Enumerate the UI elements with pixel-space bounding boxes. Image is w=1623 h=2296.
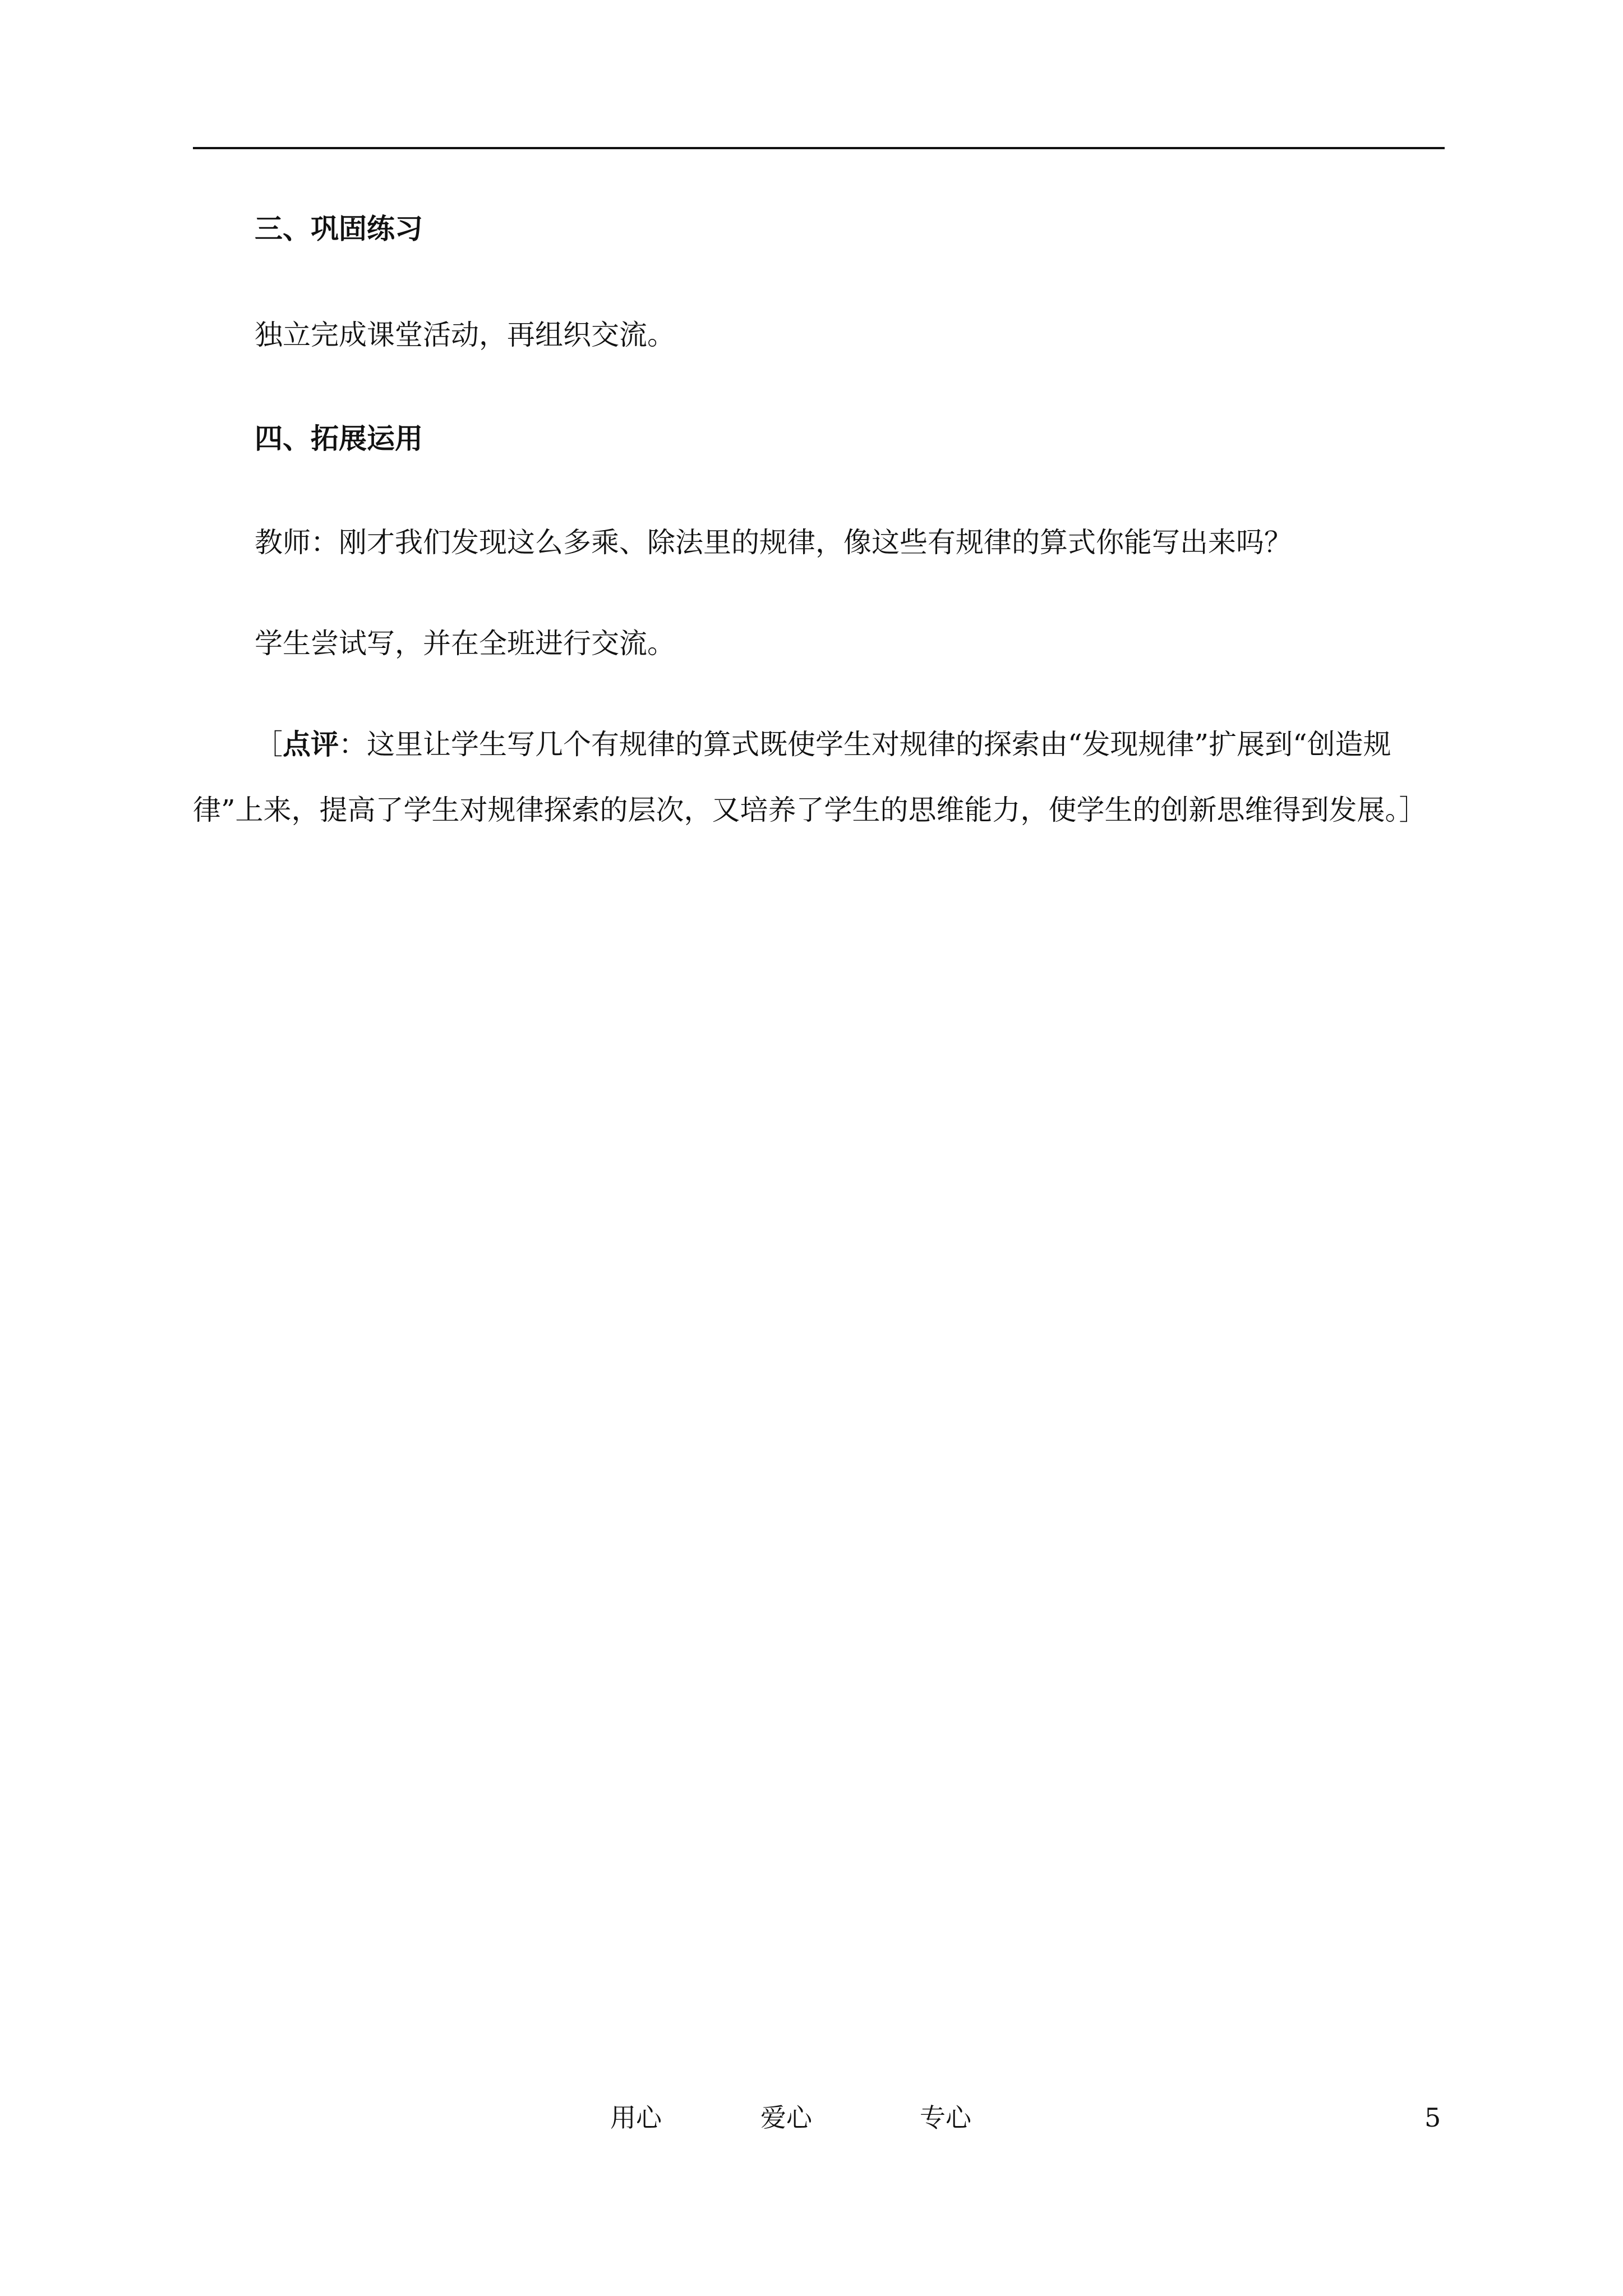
header-rule [193, 147, 1445, 149]
comment-colon: ： [339, 728, 367, 761]
teacher-comment [193, 711, 1445, 843]
page-number: 5 [1424, 2102, 1441, 2133]
paragraph-independent-practice: 独立完成课堂活动，再组织交流。 [255, 319, 675, 351]
footer-motto-3: 专心 [920, 2102, 971, 2133]
comment-body: 这里让学生写几个有规律的算式既使学生对规律的探索由“发现规律”扩展到“创造规律”上来，提高了学生对规律探索的层次，又培养了学生的思维能力，使学生的创新思维得到发展。 [193, 728, 1399, 826]
paragraph-teacher-question: 教师：刚才我们发现这么多乘、除法里的规律，像这些有规律的算式你能写出来吗？ [255, 526, 1292, 559]
comment-open-bracket: ［ [255, 728, 283, 761]
section-heading-consolidation: 三、巩固练习 [255, 212, 423, 245]
paragraph-student-activity: 学生尝试写，并在全班进行交流。 [255, 627, 675, 660]
comment-label: 点评 [283, 728, 339, 761]
footer-motto-1: 用心 [610, 2102, 662, 2133]
comment-close-bracket: ］ [1399, 794, 1427, 826]
section-heading-extension: 四、拓展运用 [255, 422, 423, 455]
footer-motto-2: 爱心 [760, 2102, 812, 2133]
footer-mottos [0, 2101, 1623, 2134]
